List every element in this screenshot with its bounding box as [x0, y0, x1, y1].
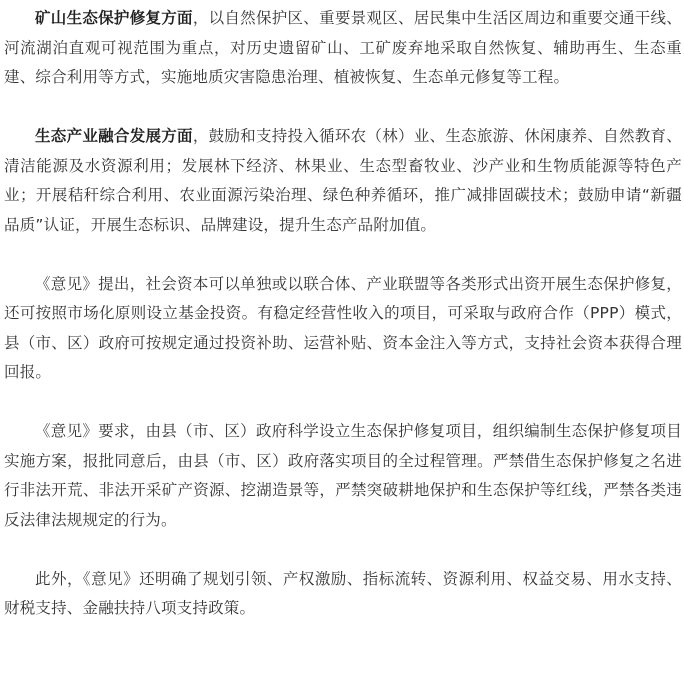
- paragraph-text: ，以自然保护区、重要景观区、居民集中生活区周边和重要交通干线、河流湖泊直观可视范围为重点，对历史遗留矿山、工矿废弃地采取自然恢复、辅助再生、生态重建、综合利用等方式，实施地质灾害隐患治理、植被恢复、生态单元修复等工程。: [4, 9, 682, 86]
- paragraph-text: 此外，《意见》还明确了规划引领、产权激励、指标流转、资源利用、权益交易、用水支持、财税支持、金融扶持八项支持政策。: [4, 569, 682, 617]
- paragraph-requirements: [4, 417, 682, 535]
- paragraph-text: 《意见》提出，社会资本可以单独或以联合体、产业联盟等各类形式出资开展生态保护修复，还可按照市场化原则设立基金投资。有稳定经营性收入的项目，可采取与政府合作（PPP）模式，县（市、区）政府可按规定通过投资补助、运营补贴、资本金注入等方式，支持社会资本获得合理回报。: [4, 274, 682, 381]
- paragraph-spacer: [4, 93, 682, 123]
- paragraph-mine-restoration: [4, 4, 682, 93]
- paragraph-spacer: [4, 240, 682, 270]
- paragraph-social-capital: [4, 270, 682, 388]
- paragraph-support-policies: [4, 565, 682, 624]
- paragraph-heading: 生态产业融合发展方面: [35, 127, 193, 145]
- paragraph-spacer: [4, 388, 682, 418]
- paragraph-heading: 矿山生态保护修复方面: [35, 9, 193, 27]
- paragraph-eco-industry: [4, 122, 682, 240]
- paragraph-spacer: [4, 535, 682, 565]
- paragraph-text: 《意见》要求，由县（市、区）政府科学设立生态保护修复项目，组织编制生态保护修复项目实施方案，报批同意后，由县（市、区）政府落实项目的全过程管理。严禁借生态保护修复之名进行非法开荒、非法开采矿产资源、挖湖造景等，严禁突破耕地保护和生态保护等红线，严禁各类违反法律法规规定的行为。: [4, 422, 682, 529]
- paragraph-text: ，鼓励和支持投入循环农（林）业、生态旅游、休闲康养、自然教育、清洁能源及水资源利用；发展林下经济、林果业、生态型畜牧业、沙产业和生物质能源等特色产业；开展秸秆综合利用、农业面源污染治理、绿色种养循环，推广减排固碳技术；鼓励申请“新疆品质”认证，开展生态标识、品牌建设，提升生态产品附加值。: [4, 127, 682, 234]
